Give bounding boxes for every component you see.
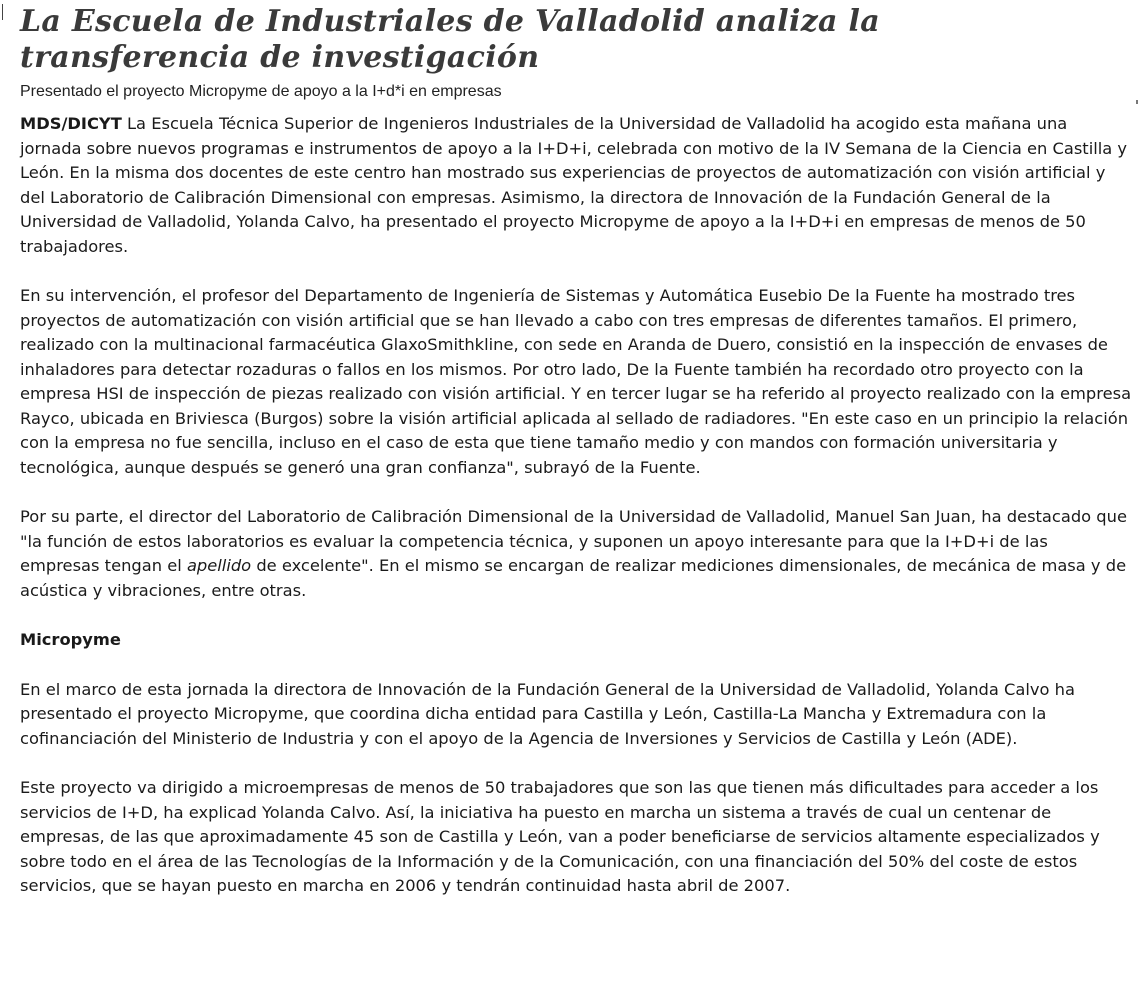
paragraph-5: Este proyecto va dirigido a microempresas de menos de 50 trabajadores que son las que tienen más dificultades para acceder a los servicios de I+D, ha explicad Yolanda Calvo. Así, la iniciativa ha puesto en marcha un sistema a través de cual un centenar de empresas, de las que aproximadamente 45 son de Castilla y León, van a poder beneficiarse de servicios altamente especializados y sobre todo en el área de las Tecnologías de la Información y de la Comunicación, con una financiación del 50% del coste de estos servicios, que se hayan puesto en marcha en 2006 y tendrán continuidad hasta abril de 2007. bbox=[20, 778, 1100, 895]
paragraph-1 bbox=[20, 112, 1132, 259]
article-subtitle: Presentado el proyecto Micropyme de apoyo a la I+d*i en empresas bbox=[20, 83, 502, 100]
article-title: La Escuela de Industriales de Valladolid analiza la transferencia de investigación bbox=[20, 4, 880, 75]
paragraph-2: En su intervención, el profesor del Departamento de Ingeniería de Sistemas y Automática Eusebio De la Fuente ha mostrado tres proyectos de automatización con visión artificial que se han llevado a cabo con tres empresas de diferentes tamaños. El primero, realizado con la multinacional farmacéutica GlaxoSmithkline, con sede en Aranda de Duero, consistió en la inspección de envases de inhaladores para detectar rozaduras o fallos en los mismos. Por otro lado, De la Fuente también ha recordado otro proyecto con la empresa HSI de inspección de piezas realizado con visión artificial. Y en tercer lugar se ha referido al proyecto realizado con la empresa Rayco, ubicada en Briviesca (Burgos) sobre la visión artificial aplicada al sellado de radiadores. "En este caso en un principio la relación con la empresa no fue sencilla, incluso en el caso de esta que tiene tamaño medio y con mandos con formación universitaria y tecnológica, aunque después se generó una gran confianza", subrayó de la Fuente. bbox=[20, 286, 1132, 477]
paragraph-3 bbox=[20, 505, 1132, 603]
paragraph-3-italic: apellido bbox=[186, 556, 252, 575]
paragraph-3-text-end: de excelente". En el mismo se encargan de realizar mediciones dimensionales, de mecánica de masa y de acústica y vibraciones, entre otras. bbox=[20, 556, 1127, 600]
article bbox=[20, 4, 1132, 899]
paragraph-4: En el marco de esta jornada la directora de Innovación de la Fundación General de la Universidad de Valladolid, Yolanda Calvo ha presentado el proyecto Micropyme, que coordina dicha entidad para Castilla y León, Castilla-La Mancha y Extremadura con la cofinanciación del Ministerio de Industria y con el apoyo de la Agencia de Inversiones y Servicios de Castilla y León (ADE). bbox=[20, 679, 1075, 748]
byline: MDS/DICYT bbox=[20, 114, 122, 133]
scan-edge-mark-right bbox=[1136, 100, 1138, 104]
scan-edge-mark bbox=[2, 4, 3, 20]
section-heading-micropyme: Micropyme bbox=[20, 630, 121, 649]
paragraph-3-text-start: Por su parte, el director del Laboratorio de Calibración Dimensional de la Universidad de Valladolid, Manuel San Juan, ha destacado que "la función de estos laboratorios es evaluar la competencia técnica, y suponen un apoyo interesante para que la I+D+i de las empresas tengan el bbox=[20, 507, 1127, 575]
paragraph-1-text: La Escuela Técnica Superior de Ingenieros Industriales de la Universidad de Valladolid ha acogido esta mañana una jornada sobre nuevos programas e instrumentos de apoyo a la I+D+i, celebrada con motivo de la IV Semana de la Ciencia en Castilla y León. En la misma dos docentes de este centro han mostrado sus experiencias de proyectos de automatización con visión artificial y del Laboratorio de Calibración Dimensional con empresas. Asimismo, la directora de Innovación de la Fundación General de la Universidad de Valladolid, Yolanda Calvo, ha presentado el proyecto Micropyme de apoyo a la I+D+i en empresas de menos de 50 trabajadores. bbox=[20, 114, 1128, 256]
